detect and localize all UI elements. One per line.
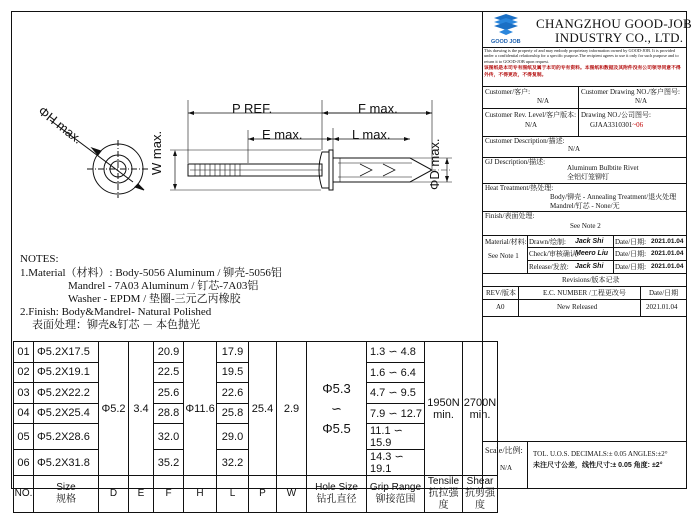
drawing-no-value xyxy=(590,122,643,129)
row-no: 04 xyxy=(14,403,34,424)
row-l: 25.8 xyxy=(217,403,249,424)
ecn-header: E.C. NUMBER /工程更改号 xyxy=(543,289,626,297)
customer-desc-label: Customer Description/描述: xyxy=(485,137,565,145)
row-size: Φ5.2X19.1 xyxy=(34,362,99,383)
row-size: Φ5.2X17.5 xyxy=(34,342,99,363)
header-grip xyxy=(367,476,425,513)
header-tensile-cn: 抗拉强度 xyxy=(428,488,459,511)
row-f: 28.8 xyxy=(154,403,184,424)
notes-title: NOTES: xyxy=(20,253,59,265)
row-grip: 4.7 ∽ 9.5 xyxy=(367,383,425,404)
shared-w: 2.9 xyxy=(277,342,307,476)
header-shear-cn: 抗剪强度 xyxy=(465,488,495,511)
header-f: F xyxy=(154,476,184,513)
note-material: 1.Material（材料）: Body-5056 Aluminum / 铆壳-5056铝 xyxy=(20,267,282,279)
revisions-title: Revisions/版本记录 xyxy=(562,276,620,284)
d-max-label: ΦD max. xyxy=(427,138,442,190)
header-l: L xyxy=(217,476,249,513)
note-finish-cn: 表面处理：铆壳&钉芯 － 本色抛光 xyxy=(32,319,201,331)
disclaimer-en: This drawing is the property of and may embody proprietary information owned by GOOD-JOB. It is provided under a confidential relationship for a specific purpose.The recipient agrees to use it only for such purpose and to return it to GOOD-JOB upon request. xyxy=(484,48,679,64)
row-grip: 1.3 ∽ 4.8 xyxy=(367,342,425,363)
row-size: Φ5.2X25.4 xyxy=(34,403,99,424)
gj-desc-label: GJ Description/描述: xyxy=(485,158,546,166)
header-hole-en: Hole Size xyxy=(315,482,358,493)
row-f: 32.0 xyxy=(154,424,184,450)
gj-desc-value-cn: 全铝灯笼铆钉 xyxy=(567,173,609,181)
check-label: Check/审核确认: xyxy=(529,250,579,258)
customer-label: Customer/客户: xyxy=(485,88,531,96)
row-size: Φ5.2X28.6 xyxy=(34,424,99,450)
header-no: NO. xyxy=(14,476,34,513)
row-size: Φ5.2X22.2 xyxy=(34,383,99,404)
tolerance-en: TOL. U.O.S. DECIMALS:± 0.05 ANGLES:±2° xyxy=(533,450,668,458)
header-size xyxy=(34,476,99,513)
check-value: Meero Liu xyxy=(575,250,609,257)
rev-date-header: Date/日期 xyxy=(649,289,679,297)
table-header-row xyxy=(14,476,498,513)
disclaimer-cn: 该图纸是本司专有图纸及属于本司的专有资料。本图纸和数据及其附件没有公司领导同意不得外传，不得更改，不得复制。 xyxy=(484,66,681,78)
hole-min: Φ5.3 xyxy=(322,380,351,396)
row-f: 25.6 xyxy=(154,383,184,404)
header-grip-en: Grip Range xyxy=(369,482,422,493)
release-value: Jack Shi xyxy=(575,263,604,270)
hole-max: Φ5.5 xyxy=(322,420,351,436)
gj-desc-value-en: Aluminum Bulbtite Rivet xyxy=(567,164,639,172)
company-name-line2: INDUSTRY CO., LTD. xyxy=(555,30,684,45)
hole-sep: ∽ xyxy=(331,400,342,416)
row-size: Φ5.2X31.8 xyxy=(34,450,99,476)
shared-hole xyxy=(307,342,367,476)
l-max-label: L max. xyxy=(352,127,391,142)
row-grip: 7.9 ∽ 12.7 xyxy=(367,403,425,424)
header-shear xyxy=(463,476,498,513)
customer-value: N/A xyxy=(537,97,550,105)
header-w: W xyxy=(277,476,307,513)
release-date-label: Date/日期: xyxy=(615,263,647,271)
material-value: See Note 1 xyxy=(488,252,519,260)
note-mandrel: Mandrel - 7A03 Aluminum / 钉芯-7A03铝 xyxy=(68,280,259,292)
logo-text: GOOD JOB xyxy=(491,39,521,45)
header-tensile xyxy=(425,476,463,513)
header-shear-en: Shear xyxy=(466,476,494,487)
customer-rev-value: N/A xyxy=(525,121,538,129)
release-date: 2021.01.04 xyxy=(651,263,684,270)
heat-label: Heat Treatment/热处理: xyxy=(485,184,554,192)
header-hole xyxy=(307,476,367,513)
shared-d: Φ5.2 xyxy=(99,342,129,476)
row-grip: 11.1 ∽ 15.9 xyxy=(367,424,425,450)
drawn-value: Jack Shi xyxy=(575,238,604,245)
customer-desc-value: N/A xyxy=(568,145,581,153)
tensile-min: min. xyxy=(433,408,454,421)
material-label: Material/材料: xyxy=(485,238,527,246)
header-grip-cn: 铆接范围 xyxy=(375,494,416,505)
shared-shear xyxy=(463,342,498,476)
customer-rev-label: Customer Rev. Level/客户版本: xyxy=(485,111,577,119)
header-p: P xyxy=(249,476,277,513)
drawing-no-label: Drawing NO./公司图号: xyxy=(581,111,651,119)
shared-e: 3.4 xyxy=(129,342,154,476)
check-date-label: Date/日期: xyxy=(615,250,647,258)
header-d: D xyxy=(99,476,129,513)
row-f: 20.9 xyxy=(154,342,184,363)
shear-value: 2700N xyxy=(463,396,497,409)
row-no: 02 xyxy=(14,362,34,383)
rev-date-value: 2021.01.04 xyxy=(646,303,678,311)
row-grip: 1.6 ∽ 6.4 xyxy=(367,362,425,383)
rev-header: REV/版本 xyxy=(486,289,516,297)
rev-value: A0 xyxy=(496,303,505,311)
h-max-label: ΦH max. xyxy=(35,103,86,147)
row-grip: 14.3 ∽ 19.1 xyxy=(367,450,425,476)
release-label: Release/发放: xyxy=(529,263,569,271)
tolerance-cn: 未注尺寸公差，线性尺寸:± 0.05 角度: ±2° xyxy=(533,462,663,469)
p-ref-label: P REF. xyxy=(232,101,273,116)
row-no: 01 xyxy=(14,342,34,363)
customer-drawing-label: Customer Drawing NO./客户图号: xyxy=(581,88,680,96)
scale-value: N/A xyxy=(500,464,513,472)
drawing-no-suffix: ~06 xyxy=(632,121,644,129)
customer-drawing-value: N/A xyxy=(635,97,648,105)
row-no: 05 xyxy=(14,424,34,450)
spec-table xyxy=(13,341,498,513)
header-hole-cn: 钻孔直径 xyxy=(316,494,357,505)
ecn-value: New Released xyxy=(557,303,598,311)
row-no: 03 xyxy=(14,383,34,404)
w-max-label: W max. xyxy=(149,130,164,175)
note-washer: Washer - EPDM / 垫圈-三元乙丙橡胶 xyxy=(68,293,241,305)
drawn-date: 2021.01.04 xyxy=(651,238,684,245)
shared-h: Φ11.6 xyxy=(184,342,217,476)
drawing-no-main: GJAA3310301 xyxy=(590,121,633,129)
header-size-cn: 规格 xyxy=(56,494,76,505)
e-max-label: E max. xyxy=(262,127,303,142)
note-finish: 2.Finish: Body&Mandrel- Natural Polished xyxy=(20,306,212,318)
shared-p: 25.4 xyxy=(249,342,277,476)
drawn-label: Drawn/绘制: xyxy=(529,238,566,246)
heat-value-mandrel: Mandrel/钉芯 - None/无 xyxy=(550,202,620,210)
header-e: E xyxy=(129,476,154,513)
finish-value: See Note 2 xyxy=(570,222,601,230)
shear-min: min. xyxy=(469,408,491,421)
heat-value-body: Body/铆壳 - Annealing Treatment/退火处理 xyxy=(550,193,677,201)
drawn-date-label: Date/日期: xyxy=(615,238,647,246)
company-name-line1: CHANGZHOU GOOD-JOB xyxy=(536,16,692,31)
row-l: 17.9 xyxy=(217,342,249,363)
header-size-en: Size xyxy=(56,482,76,493)
shared-tensile xyxy=(425,342,463,476)
row-f: 22.5 xyxy=(154,362,184,383)
row-l: 32.2 xyxy=(217,450,249,476)
row-l: 19.5 xyxy=(217,362,249,383)
row-f: 35.2 xyxy=(154,450,184,476)
f-max-label: F max. xyxy=(358,101,398,116)
row-l: 22.6 xyxy=(217,383,249,404)
check-date: 2021.01.04 xyxy=(651,250,684,257)
row-l: 29.0 xyxy=(217,424,249,450)
finish-label: Finish/表面处理: xyxy=(485,212,535,220)
side-view xyxy=(188,150,450,190)
scale-label: Scale/比例: xyxy=(485,446,523,455)
table-row xyxy=(14,342,498,363)
header-h: H xyxy=(184,476,217,513)
row-no: 06 xyxy=(14,450,34,476)
header-tensile-en: Tensile xyxy=(427,476,460,487)
tensile-value: 1950N xyxy=(427,396,460,409)
